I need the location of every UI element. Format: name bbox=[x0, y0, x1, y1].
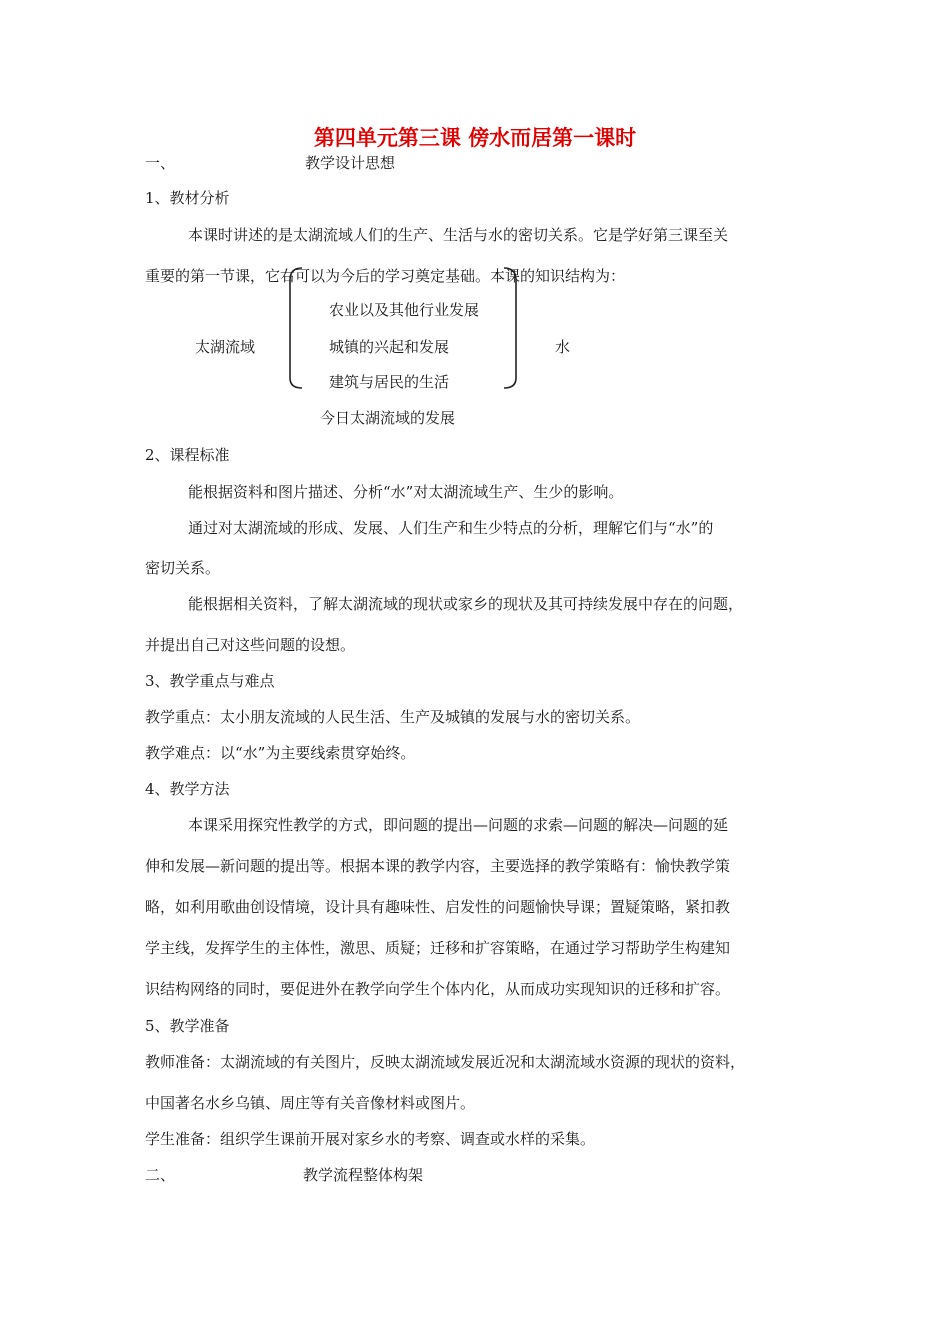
paragraph-line: 能根据相关资料，了解太湖流域的现状或家乡的现状及其可持续发展中存在的问题， bbox=[188, 595, 744, 613]
paragraph-line: 通过对太湖流域的形成、发展、人们生产和生少特点的分析，理解它们与“水”的 bbox=[188, 519, 714, 537]
paragraph-line: 并提出自己对这些问题的设想。 bbox=[145, 636, 356, 654]
subsection-heading: 5、教学准备 bbox=[145, 1017, 230, 1035]
paragraph-line: 本课采用探究性教学的方式，即问题的提出—问题的求索—问题的解决—问题的延 bbox=[188, 816, 729, 834]
paragraph-line: 本课时讲述的是太湖流域人们的生产、生活与水的密切关系。它是学好第三课至关 bbox=[188, 226, 729, 244]
section-number: 二、 bbox=[145, 1166, 176, 1184]
paragraph-line: 识结构网络的同时，要促进外在教学向学生个体内化，从而成功实现知识的迁移和扩容。 bbox=[145, 980, 731, 998]
subsection-heading: 2、课程标准 bbox=[145, 446, 230, 464]
paragraph-line: 教学重点：太小朋友流域的人民生活、生产及城镇的发展与水的密切关系。 bbox=[145, 708, 641, 726]
subsection-heading: 1、教材分析 bbox=[145, 189, 230, 207]
subsection-heading: 4、教学方法 bbox=[145, 780, 230, 798]
paragraph-line: 略，如利用歌曲创设情境，设计具有趣味性、启发性的问题愉快导课；置疑策略，紧扣教 bbox=[145, 898, 731, 916]
paragraph-line: 教师准备：太湖流域的有关图片，反映太湖流域发展近况和太湖流域水资源的现状的资料， bbox=[145, 1053, 746, 1071]
section-heading: 教学流程整体构架 bbox=[303, 1166, 424, 1184]
paragraph-line: 重要的第一节课，它右可以为今后的学习奠定基础。本课的知识结构为： bbox=[145, 267, 626, 285]
section-number: 一、 bbox=[145, 154, 176, 172]
subsection-heading: 3、教学重点与难点 bbox=[145, 672, 275, 690]
structure-item: 农业以及其他行业发展 bbox=[329, 301, 480, 319]
left-brace-icon bbox=[282, 266, 308, 390]
structure-left-label: 太湖流域 bbox=[195, 338, 256, 356]
structure-right-label: 水 bbox=[555, 338, 571, 356]
paragraph-line: 学主线，发挥学生的主体性，激思、质疑；迁移和扩容策略，在通过学习帮助学生构建知 bbox=[145, 939, 731, 957]
paragraph-line: 中国著名水乡乌镇、周庄等有关音像材料或图片。 bbox=[145, 1094, 476, 1112]
paragraph-line: 伸和发展—新问题的提出等。根据本课的教学内容，主要选择的教学策略有：愉快教学策 bbox=[145, 857, 731, 875]
paragraph-line: 密切关系。 bbox=[145, 559, 221, 577]
paragraph-line: 教学难点：以“水”为主要线索贯穿始终。 bbox=[145, 744, 416, 762]
page-title: 第四单元第三课 傍水而居第一课时 bbox=[313, 126, 637, 150]
paragraph-line: 能根据资料和图片描述、分析“水”对太湖流域生产、生少的影响。 bbox=[188, 483, 624, 501]
structure-item: 建筑与居民的生活 bbox=[329, 373, 450, 391]
right-brace-icon bbox=[498, 266, 524, 390]
structure-bottom-label: 今日太湖流域的发展 bbox=[320, 409, 456, 427]
section-heading: 教学设计思想 bbox=[305, 154, 396, 172]
paragraph-line: 学生准备：组织学生课前开展对家乡水的考察、调查或水样的采集。 bbox=[145, 1130, 596, 1148]
structure-item: 城镇的兴起和发展 bbox=[329, 338, 450, 356]
